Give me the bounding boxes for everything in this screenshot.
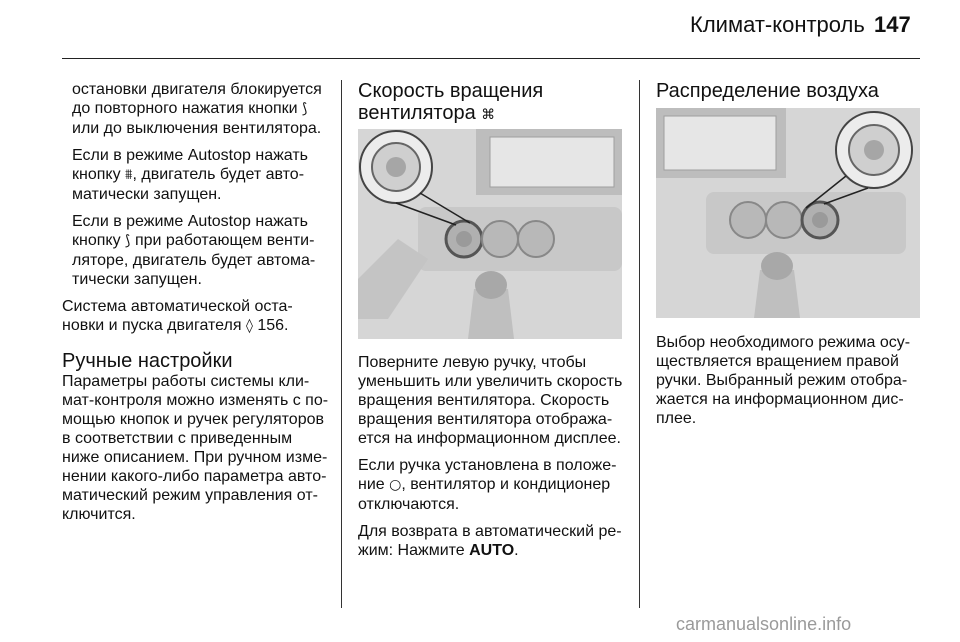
section-title-air-distribution: Распределение воздуха	[656, 80, 879, 102]
page-reference-link[interactable]: 156.	[257, 317, 289, 334]
paragraph-auto-return: Для возврата в автоматический ре- жим: Нажмите AUTO.	[358, 523, 622, 559]
section-title-fan-speed: Скорость вращения вентилятора ⌘	[358, 80, 544, 124]
ac-icon: ⩩	[125, 167, 133, 183]
paragraph-system-ref: Система автоматической оста- новки и пуска двигателя ◊ 156.	[62, 298, 293, 334]
page-number: 147	[874, 12, 911, 37]
watermark: carmanualsonline.info	[676, 614, 852, 634]
paragraph-autostop-restart-2: Если в режиме Autostop нажать кнопку ⟆ при работающем венти- ляторе, двигатель будет автома- тически запущен.	[72, 213, 316, 288]
section-title-manual: Ручные настройки	[62, 350, 233, 372]
left-column	[62, 80, 332, 532]
right-column-text	[656, 333, 926, 436]
column-divider-right	[639, 80, 640, 608]
paragraph-autostop-block: остановки двигателя блокируется до повторного нажатия кнопки ⟆ или до выключения вентилятора.	[72, 81, 322, 137]
fan-off-icon: ⟆	[302, 101, 308, 117]
fan-knob-illustration	[358, 129, 622, 339]
air-distribution-illustration	[656, 108, 920, 318]
page-reference-icon: ◊	[245, 318, 253, 334]
fan-off-icon-2: ⟆	[125, 233, 131, 249]
header-title: Климат-контроль	[690, 12, 865, 37]
paragraph-air-distribution: Выбор необходимого режима осу- ществляется вращением правой ручки. Выбранный режим отобра- жается на информационном дис- плее.	[656, 334, 911, 427]
middle-column-text	[358, 353, 628, 568]
column-divider-left	[341, 80, 342, 608]
right-column	[656, 80, 926, 102]
paragraph-autostop-restart-1: Если в режиме Autostop нажать кнопку ⩩, двигатель будет авто- матически запущен.	[72, 147, 309, 203]
paragraph-fan-off: Если ручка установлена в положе- ние ○, вентилятор и кондиционер отключаются.	[358, 457, 617, 513]
paragraph-fan-speed: Поверните левую ручку, чтобы уменьшить или увеличить скорость вращения вентилятора. Скорость вращения вентилятора отобража- ется на информационном дисплее.	[358, 354, 623, 447]
off-circle-icon: ○	[389, 477, 402, 493]
auto-button-label: AUTO	[469, 542, 515, 559]
fan-icon: ⌘	[481, 107, 496, 123]
middle-column	[358, 80, 628, 126]
paragraph-manual-settings: Параметры работы системы кли- мат-контроля можно изменять с по- мощью кнопок и ручек регуляторов в соответствии с приведенным ниже описанием. При ручном изме- нении какого-либо параметра авто- матический режим управления от- ключится.	[62, 373, 329, 523]
header-divider	[62, 58, 920, 59]
